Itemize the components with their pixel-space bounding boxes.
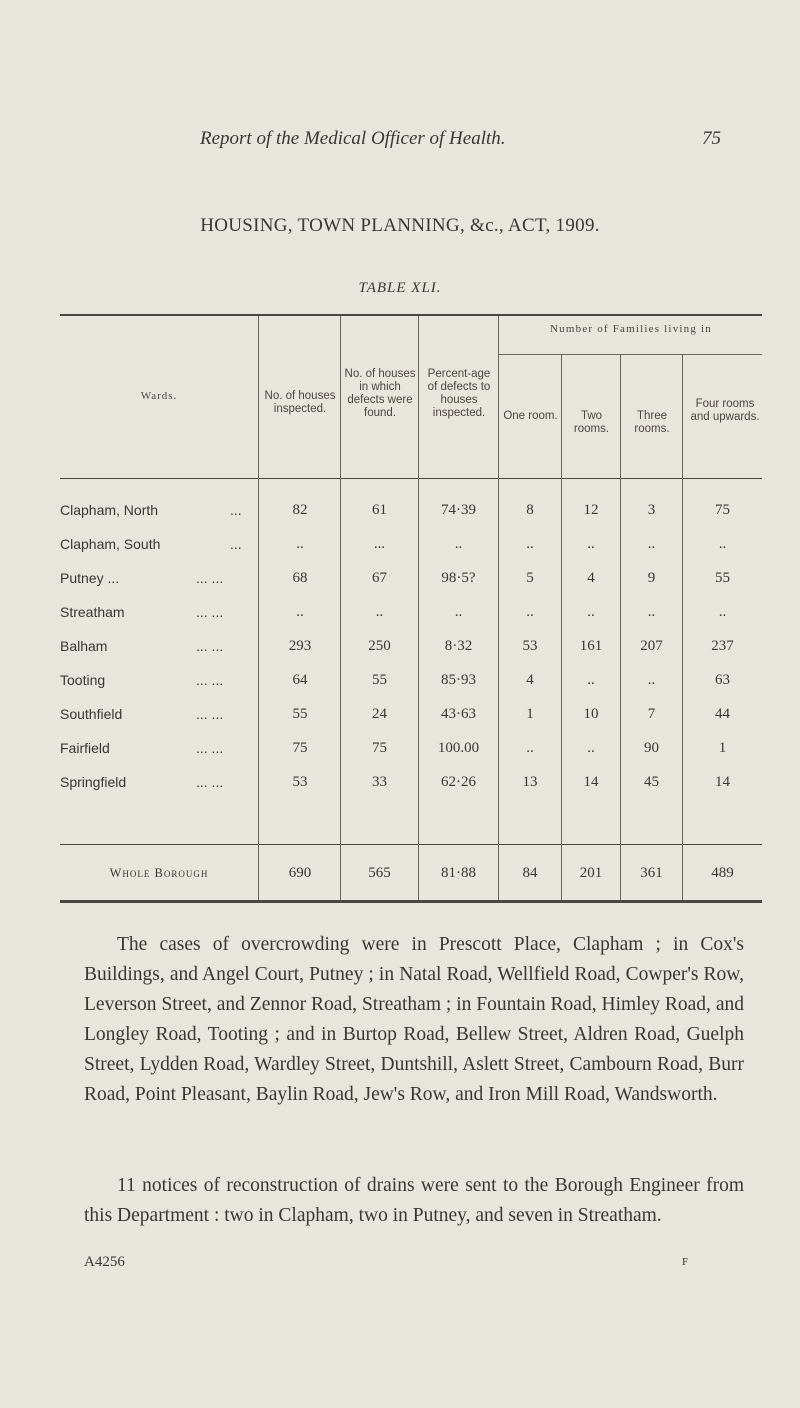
cell-two-rooms: .. — [587, 536, 595, 552]
cell-four-rooms: 55 — [715, 570, 730, 586]
drains-paragraph: 11 notices of reconstruction of drains were sent to the Borough Engineer from this Department : two in Clapham, two in Putney, and seven in Streatham. — [84, 1175, 744, 1226]
group-header-rule — [498, 354, 762, 355]
table-row — [60, 563, 762, 593]
ward-name: Clapham, North — [60, 502, 159, 518]
housing-table — [60, 314, 762, 904]
cell-percentage: 100.00 — [437, 740, 480, 756]
page-header-title: Report of the Medical Officer of Health. — [200, 128, 506, 149]
cell-one-room: 4 — [526, 672, 534, 688]
total-inspected: 690 — [288, 865, 312, 881]
cell-three-rooms: 7 — [647, 706, 656, 722]
leader-dots: ... ... — [196, 740, 224, 756]
cell-inspected: .. — [296, 604, 304, 620]
total-one-room: 84 — [522, 865, 538, 881]
cell-three-rooms: 207 — [640, 638, 663, 654]
header-percentage: Percent-age of defects to houses inspected. — [427, 368, 491, 419]
cell-four-rooms: .. — [718, 604, 727, 620]
cell-one-room: 53 — [522, 638, 538, 654]
cell-defects: 33 — [372, 774, 387, 790]
cell-inspected: 82 — [292, 502, 308, 518]
ward-name: Streatham — [60, 604, 125, 620]
table-row — [60, 495, 762, 525]
cell-inspected: 53 — [292, 774, 308, 790]
ward-name: Southfield — [60, 706, 123, 722]
leader-dots: ... ... — [196, 638, 224, 654]
table-row — [60, 767, 762, 797]
leader-dots: ... ... — [196, 570, 224, 586]
cell-three-rooms: 90 — [644, 740, 659, 756]
leader-dots: ... ... — [196, 604, 224, 620]
header-one-room: One room. — [503, 410, 558, 422]
cell-three-rooms: 3 — [647, 502, 656, 518]
cell-inspected: 55 — [292, 706, 308, 722]
cell-two-rooms: 4 — [587, 570, 595, 586]
total-defects: 565 — [368, 865, 391, 881]
cell-three-rooms: 9 — [647, 570, 656, 586]
cell-percentage: .. — [454, 604, 463, 620]
header-wards: Wards. — [140, 390, 178, 402]
cell-defects: 61 — [372, 502, 387, 518]
cell-four-rooms: 44 — [715, 706, 730, 722]
table-top-rule — [60, 314, 762, 316]
cell-four-rooms: .. — [718, 536, 727, 552]
cell-four-rooms: 237 — [711, 638, 734, 654]
cell-one-room: 1 — [526, 706, 534, 722]
cell-defects: 24 — [372, 706, 387, 722]
table-row — [60, 529, 762, 559]
ward-name: Putney ... — [60, 570, 120, 586]
cell-one-room: 5 — [526, 570, 534, 586]
table-row — [60, 699, 762, 729]
cell-percentage: 74·39 — [441, 502, 476, 518]
table-row — [60, 665, 762, 695]
total-percentage: 81·88 — [441, 865, 476, 881]
total-row — [60, 858, 762, 888]
cell-four-rooms: 63 — [715, 672, 730, 688]
cell-percentage: 43·63 — [441, 706, 476, 722]
ward-name: Tooting — [60, 672, 106, 688]
ward-name: Clapham, South — [60, 536, 161, 552]
cell-inspected: 68 — [292, 570, 308, 586]
leader-dots: ... — [230, 536, 242, 552]
total-two-rooms: 201 — [579, 865, 603, 881]
cell-three-rooms: .. — [647, 536, 656, 552]
header-three-rooms: Three rooms. — [634, 410, 670, 435]
cell-one-room: .. — [526, 536, 534, 552]
cell-three-rooms: .. — [647, 604, 656, 620]
act-title: HOUSING, TOWN PLANNING, &c., ACT, 1909. — [200, 215, 600, 236]
cell-percentage: .. — [454, 536, 463, 552]
cell-two-rooms: 161 — [579, 638, 603, 654]
leader-dots: ... ... — [196, 706, 224, 722]
cell-two-rooms: 14 — [583, 774, 599, 790]
cell-four-rooms: 75 — [715, 502, 730, 518]
cell-one-room: .. — [526, 740, 534, 756]
cell-defects: 67 — [372, 570, 387, 586]
header-four-rooms: Four rooms and upwards. — [690, 398, 760, 423]
col-divider — [620, 355, 621, 900]
cell-one-room: 13 — [522, 774, 538, 790]
page-number: 75 — [702, 128, 721, 149]
cell-defects: 250 — [368, 638, 391, 654]
cell-four-rooms: 1 — [718, 740, 727, 756]
cell-percentage: 62·26 — [441, 774, 476, 790]
col-divider — [561, 355, 562, 900]
table-row — [60, 631, 762, 661]
ward-name: Springfield — [60, 774, 127, 790]
cell-percentage: 8·32 — [444, 638, 473, 654]
total-label: Whole Borough — [109, 866, 209, 880]
cell-percentage: 98·5? — [441, 570, 476, 586]
cell-defects: .. — [375, 604, 384, 620]
total-top-rule — [60, 844, 762, 845]
cell-percentage: 85·93 — [441, 672, 476, 688]
total-four-rooms: 489 — [711, 865, 734, 881]
cell-inspected: 293 — [288, 638, 312, 654]
total-three-rooms: 361 — [640, 865, 663, 881]
sheet-mark: F — [682, 1256, 689, 1268]
leader-dots: ... ... — [196, 774, 224, 790]
table-row — [60, 733, 762, 763]
header-bottom-rule — [60, 478, 762, 479]
cell-defects: ... — [373, 536, 386, 552]
ward-name: Balham — [60, 638, 108, 654]
col-divider — [682, 355, 683, 900]
cell-two-rooms: .. — [587, 672, 595, 688]
cell-four-rooms: 14 — [715, 774, 730, 790]
cell-inspected: .. — [296, 536, 304, 552]
cell-inspected: 75 — [292, 740, 308, 756]
header-defects: No. of houses in which defects were found. — [344, 368, 416, 419]
cell-one-room: .. — [526, 604, 534, 620]
cell-inspected: 64 — [292, 672, 308, 688]
cell-two-rooms: .. — [587, 740, 595, 756]
header-inspected: No. of houses inspected. — [264, 390, 336, 415]
cell-defects: 75 — [372, 740, 387, 756]
table-title: TABLE XLI. — [358, 280, 442, 296]
table-row — [60, 597, 762, 627]
overcrowding-paragraph: The cases of overcrowding were in Prescott Place, Clapham ; in Cox's Buildings, and Angel Court, Putney ; in Natal Road, Wellfield Road, Cowper's Row, Leverson Street, and Zennor Road, Streatham ; in Fountain Road, Himley Road, and Longley Road, Tooting ; and in Burtop Road, Bellew Street, Aldren Road, Guelph Street, Lydden Road, Wardley Street, Duntshill, Aslett Street, Cambourn Road, Burr Road, Point Pleasant, Baylin Road, Jew's Row, and Iron Mill Road, Wandsworth. — [84, 934, 744, 1105]
cell-three-rooms: .. — [647, 672, 656, 688]
header-two-rooms: Two rooms. — [573, 410, 610, 435]
cell-two-rooms: .. — [587, 604, 595, 620]
cell-two-rooms: 10 — [583, 706, 599, 722]
header-families-group: Number of Families living in — [550, 323, 712, 335]
ward-name: Fairfield — [60, 740, 110, 756]
leader-dots: ... ... — [196, 672, 224, 688]
table-bottom-rule — [60, 900, 762, 903]
cell-two-rooms: 12 — [583, 502, 599, 518]
cell-three-rooms: 45 — [644, 774, 659, 790]
leader-dots: ... — [230, 502, 242, 518]
cell-one-room: 8 — [526, 502, 534, 518]
cell-defects: 55 — [372, 672, 387, 688]
printer-signature: A4256 — [84, 1254, 125, 1270]
